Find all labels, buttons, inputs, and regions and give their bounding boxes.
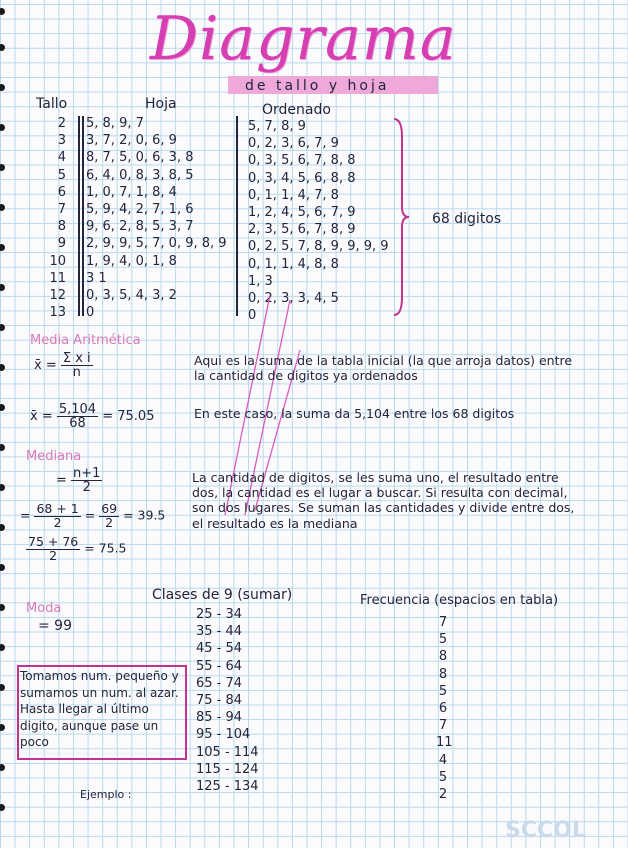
- class-interval: 95 - 104: [196, 727, 251, 743]
- media-explanation-2: En este caso, la suma da 5,104 entre los 68 digitos: [194, 406, 515, 421]
- media-formula-lhs: x̄ =: [34, 358, 57, 373]
- mediana-calc2-result: = 75.5: [84, 540, 127, 556]
- frequency-value: 5: [438, 632, 448, 648]
- stem-value: 3: [57, 133, 66, 149]
- class-interval: 35 - 44: [196, 624, 243, 640]
- mediana-formula-den: 2: [82, 480, 91, 495]
- stem-divider: [78, 116, 80, 316]
- leaf-row: 3, 7, 2, 0, 6, 9: [86, 133, 177, 149]
- mediana-calc2-num: 75 + 76: [28, 534, 79, 549]
- class-interval: 115 - 124: [196, 761, 259, 777]
- stem-value: 8: [57, 219, 66, 235]
- stem-value: 6: [57, 184, 66, 200]
- class-interval: 85 - 94: [196, 710, 243, 726]
- class-interval: 105 - 114: [196, 744, 259, 760]
- mediana-calc1-eq2: =: [84, 507, 96, 523]
- classes-header: Clases de 9 (sumar): [152, 587, 293, 603]
- media-heading: Media Aritmética: [30, 333, 141, 348]
- ordered-row: 1, 2, 4, 5, 6, 7, 9: [248, 204, 356, 220]
- class-interval: 125 - 134: [196, 778, 259, 794]
- frequency-value: 2: [438, 786, 448, 802]
- mediana-explanation: La cantidad de digitos, se les suma uno, el resultado entre dos, la cantidad es el lugar a buscar. Si resulta con decimal, son dos lugares. Se suman las cantidades y divide entre dos, el resultado es la mediana: [192, 470, 575, 531]
- leaf-row: 8, 7, 5, 0, 6, 3, 8: [86, 150, 194, 166]
- ordered-row: 2, 3, 5, 6, 7, 8, 9: [248, 222, 356, 238]
- leaf-row: 6, 4, 0, 8, 3, 8, 5: [86, 167, 194, 183]
- hoja-header: Hoja: [145, 96, 177, 112]
- media-calc-lhs: x̄ =: [30, 409, 53, 424]
- mediana-calc1-eq: =: [20, 507, 31, 523]
- frequency-value: 6: [438, 700, 448, 716]
- stem-value: 2: [57, 116, 66, 131]
- leaf-row: 1, 0, 7, 1, 8, 4: [86, 184, 177, 200]
- mediana-calculation-2: [26, 536, 127, 562]
- stem-column: [44, 115, 66, 321]
- stem-divider-2: [82, 116, 84, 316]
- media-calc-den: 68: [69, 416, 86, 431]
- frequency-column: [436, 614, 453, 803]
- mediana-calc1-result: = 39.5: [123, 507, 166, 523]
- stem-value: 13: [49, 305, 66, 321]
- mediana-formula-num: n+1: [73, 466, 101, 481]
- frequency-header: Frecuencia (espacios en tabla): [360, 593, 559, 608]
- moda-heading: Moda: [26, 601, 62, 616]
- frequency-value: 5: [438, 769, 448, 785]
- stem-value: 10: [49, 253, 66, 269]
- moda-value: = 99: [38, 618, 72, 634]
- mediana-calc1-den2: 2: [105, 514, 114, 530]
- leaf-row: 5, 8, 9, 7: [86, 116, 144, 131]
- class-interval: 55 - 64: [196, 658, 243, 674]
- stem-value: 7: [57, 201, 66, 217]
- watermark-logo: SCCOL: [505, 818, 586, 843]
- leaf-row: 9, 6, 2, 8, 5, 3, 7: [86, 219, 194, 235]
- frequency-value: 8: [438, 666, 448, 682]
- frequency-value: 7: [438, 615, 448, 630]
- mediana-formula-eq: =: [56, 473, 67, 488]
- ordered-row: 0, 3, 5, 6, 7, 8, 8: [248, 153, 356, 169]
- class-interval: 75 - 84: [196, 692, 243, 708]
- ordered-row: 5, 7, 8, 9: [248, 119, 306, 134]
- media-explanation: Aqui es la suma de la tabla inicial (la que arroja datos) entre la cantidad de digitos ya ordenados: [194, 353, 573, 384]
- digits-count: 68 digitos: [432, 211, 502, 227]
- mediana-calculation-1: [20, 503, 165, 529]
- frequency-value: 5: [438, 683, 448, 699]
- page-title: Diagrama: [150, 4, 457, 74]
- stem-value: 9: [57, 236, 66, 252]
- frequency-value: 11: [436, 735, 453, 751]
- media-calc-result: = 75.05: [102, 409, 155, 424]
- classes-column: [196, 606, 259, 795]
- mediana-calc2-den: 2: [49, 547, 58, 563]
- ordered-row: 0, 3, 4, 5, 6, 8, 8: [248, 170, 356, 186]
- ordered-row: 0, 1, 1, 4, 8, 8: [248, 256, 339, 272]
- stem-value: 12: [49, 287, 66, 303]
- ordered-row: 1, 3: [248, 273, 273, 289]
- leaf-row: 0: [86, 305, 95, 321]
- ordered-row: 0, 2, 5, 7, 8, 9, 9, 9, 9: [248, 239, 389, 255]
- stem-value: 11: [49, 270, 66, 286]
- media-formula-den: n: [72, 365, 81, 380]
- stem-value: 5: [57, 167, 66, 183]
- note-text: Tomamos num. pequeño y sumamos un num. al azar. Hasta llegar al último digito, aunque pase un poco: [20, 669, 179, 749]
- binder-rings: [0, 0, 10, 848]
- page-subtitle: de tallo y hoja: [245, 78, 390, 94]
- tallo-header: Tallo: [36, 96, 68, 112]
- leaf-column: [86, 115, 227, 321]
- media-formula: [34, 352, 93, 379]
- mediana-heading: Mediana: [26, 449, 82, 464]
- mediana-calc1-den: 2: [53, 514, 62, 530]
- leaf-row: 1, 9, 4, 0, 1, 8: [86, 253, 177, 269]
- ordenado-header: Ordenado: [262, 102, 331, 118]
- frequency-value: 7: [438, 718, 448, 734]
- brace-icon: [392, 117, 410, 317]
- class-interval: 65 - 74: [196, 675, 243, 691]
- class-interval: 25 - 34: [196, 607, 243, 622]
- media-formula-num: Σ x i: [62, 351, 91, 366]
- mediana-calc1-num2: 69: [101, 501, 118, 516]
- media-calc-num: 5,104: [58, 402, 97, 417]
- leaf-row: 3 1: [86, 270, 107, 286]
- ordered-row: 0, 1, 1, 4, 7, 8: [248, 187, 339, 203]
- ordered-row: 0, 2, 3, 6, 7, 9: [248, 136, 339, 152]
- frequency-value: 8: [438, 649, 448, 665]
- leaf-row: 2, 9, 9, 5, 7, 0, 9, 8, 9: [86, 236, 227, 252]
- leaf-row: 5, 9, 4, 2, 7, 1, 6: [86, 201, 194, 217]
- ordered-row: 0, 2, 3, 3, 4, 5: [248, 290, 339, 306]
- leaf-row: 0, 3, 5, 4, 3, 2: [86, 287, 177, 303]
- ordered-divider: [236, 116, 238, 316]
- media-calculation: [30, 403, 154, 430]
- ejemplo-label: Ejemplo :: [80, 788, 132, 801]
- mediana-calc1-num: 68 + 1: [36, 501, 79, 516]
- frequency-value: 4: [438, 752, 448, 768]
- ordered-row: 0: [248, 308, 257, 324]
- class-interval: 45 - 54: [196, 641, 243, 657]
- stem-value: 4: [57, 150, 66, 166]
- mediana-formula: [56, 467, 102, 494]
